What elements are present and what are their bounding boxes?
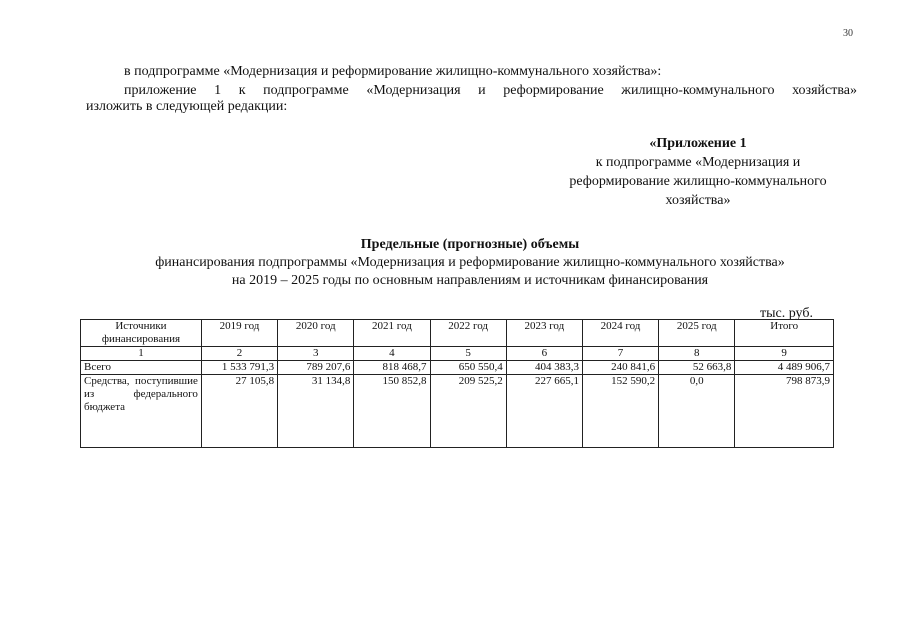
header-2024: 2024 год — [582, 320, 658, 347]
funding-table — [80, 319, 834, 448]
appendix-line-2: реформирование жилищно-коммунального — [569, 174, 827, 189]
appendix-title: «Приложение 1 — [649, 136, 747, 151]
header-total: Итого — [735, 320, 834, 347]
value-cell: 818 468,7 — [354, 361, 430, 375]
index-cell: 7 — [582, 347, 658, 361]
value-cell: 798 873,9 — [735, 375, 834, 448]
value-cell: 0,0 — [659, 375, 735, 448]
value-cell: 4 489 906,7 — [735, 361, 834, 375]
index-cell: 5 — [430, 347, 506, 361]
value-cell: 1 533 791,3 — [201, 361, 277, 375]
page-number: 30 — [843, 28, 853, 39]
table-index-row — [81, 347, 834, 361]
index-cell: 6 — [506, 347, 582, 361]
table-heading — [60, 236, 880, 290]
index-cell: 3 — [278, 347, 354, 361]
value-cell: 789 207,6 — [278, 361, 354, 375]
index-cell: 9 — [735, 347, 834, 361]
header-2020: 2020 год — [278, 320, 354, 347]
table-header-row — [81, 320, 834, 347]
table-row — [81, 375, 834, 448]
value-cell: 52 663,8 — [659, 361, 735, 375]
header-sources: Источники финансирования — [81, 320, 202, 347]
table-subtitle-line-1: финансирования подпрограммы «Модернизация и реформирование жилищно-коммунального хозяйства» — [155, 255, 785, 270]
value-cell: 227 665,1 — [506, 375, 582, 448]
intro-line-1: в подпрограмме «Модернизация и реформирование жилищно-коммунального хозяйства»: — [124, 64, 662, 79]
table-title: Предельные (прогнозные) объемы — [360, 237, 580, 252]
value-cell: 209 525,2 — [430, 375, 506, 448]
appendix-block — [548, 134, 848, 210]
value-cell: 404 383,3 — [506, 361, 582, 375]
header-2025: 2025 год — [659, 320, 735, 347]
value-cell: 650 550,4 — [430, 361, 506, 375]
header-2022: 2022 год — [430, 320, 506, 347]
table-row — [81, 361, 834, 375]
header-2021: 2021 год — [354, 320, 430, 347]
index-cell: 2 — [201, 347, 277, 361]
header-2023: 2023 год — [506, 320, 582, 347]
value-cell: 240 841,6 — [582, 361, 658, 375]
table-subtitle-line-2: на 2019 – 2025 годы по основным направлениям и источникам финансирования — [231, 273, 709, 288]
row-source-label: Всего — [81, 361, 202, 375]
intro-line-2: приложение 1 к подпрограмме «Модернизация и реформирование жилищно-коммунального хозяйства» — [124, 83, 857, 98]
index-cell: 1 — [81, 347, 202, 361]
value-cell: 31 134,8 — [278, 375, 354, 448]
value-cell: 27 105,8 — [201, 375, 277, 448]
units-label: тыс. руб. — [760, 306, 813, 321]
value-cell: 150 852,8 — [354, 375, 430, 448]
row-source-label: Средства, поступившие из федерального бюджета — [81, 375, 202, 448]
value-cell: 152 590,2 — [582, 375, 658, 448]
intro-line-3: изложить в следующей редакции: — [86, 99, 288, 114]
index-cell: 4 — [354, 347, 430, 361]
appendix-line-1: к подпрограмме «Модернизация и — [595, 155, 801, 170]
index-cell: 8 — [659, 347, 735, 361]
header-2019: 2019 год — [201, 320, 277, 347]
appendix-line-3: хозяйства» — [665, 193, 731, 208]
